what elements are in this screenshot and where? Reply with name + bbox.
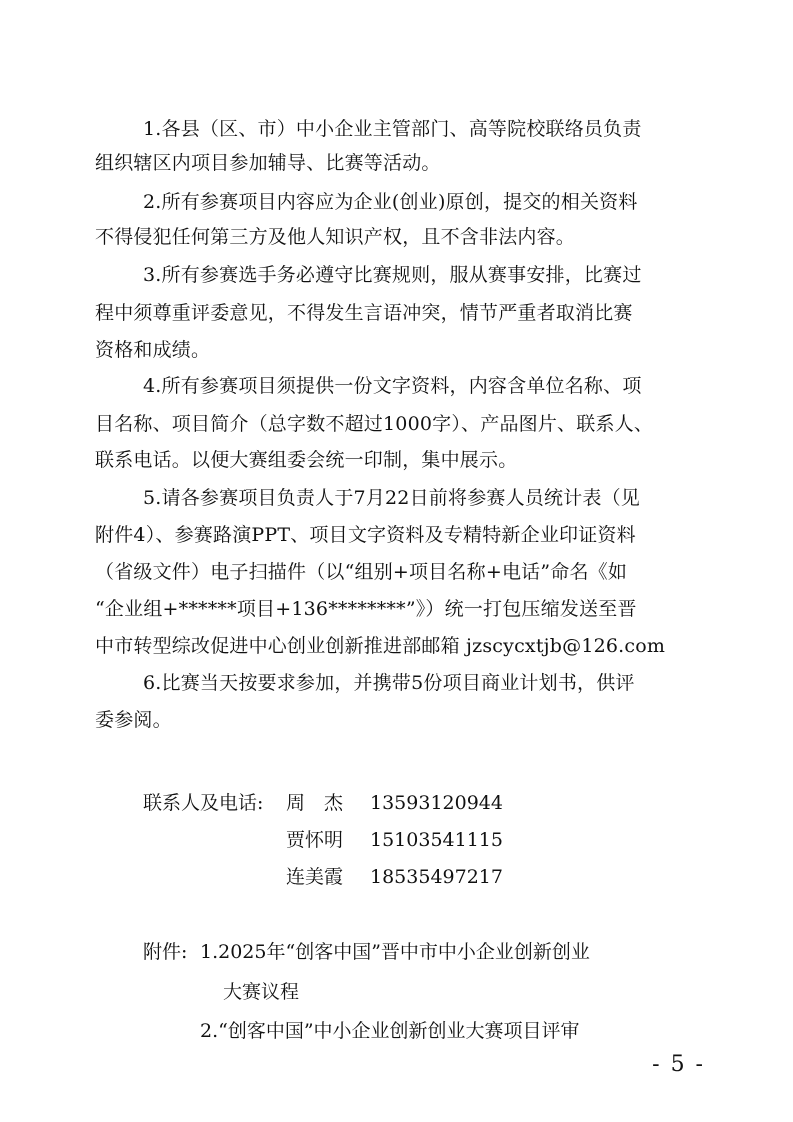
- item-5-line-3: （省级文件）电子扫描件（以“组别+项目名称+电话”命名《如: [95, 561, 628, 583]
- item-1-line-2: 组织辖区内项目参加辅导、比赛等活动。: [95, 152, 441, 174]
- item-5-line-4: “企业组+******项目+136********”》）统一打包压缩发送至晋: [95, 598, 637, 620]
- item-3-line-2: 程中须尊重评委意见，不得发生言语冲突，情节严重者取消比赛: [95, 302, 633, 324]
- attachment-1-line-2: 大赛议程: [223, 981, 300, 1003]
- item-3-line-1: 3.所有参赛选手务必遵守比赛规则，服从赛事安排，比赛过: [143, 264, 642, 286]
- attachment-2-line-1: 2.“创客中国”中小企业创新创业大赛项目评审: [200, 1020, 580, 1042]
- contact-name-2: 贾怀明: [286, 829, 344, 851]
- contact-phone-2: 15103541115: [370, 829, 503, 851]
- attachment-1-line-1: 1.2025年“创客中国”晋中市中小企业创新创业: [200, 941, 590, 963]
- attachments-label: 附件:: [143, 941, 188, 963]
- item-4-line-3: 联系电话。以便大赛组委会统一印制，集中展示。: [95, 449, 518, 471]
- item-5-line-5: 中市转型综改促进中心创业创新推进部邮箱 jzscycxtjb@126.com: [95, 635, 666, 657]
- item-3-line-3: 资格和成绩。: [95, 339, 211, 361]
- page-number: - 5 -: [652, 1052, 705, 1077]
- item-5-line-1: 5.请各参赛项目负责人于7月22日前将参赛人员统计表（见: [143, 487, 640, 509]
- contact-name-1: 周 杰: [286, 792, 344, 814]
- item-5-line-2: 附件4）、参赛路演PPT、项目文字资料及专精特新企业印证资料: [95, 524, 636, 546]
- item-4-line-1: 4.所有参赛项目须提供一份文字资料，内容含单位名称、项: [143, 375, 642, 397]
- contact-phone-3: 18535497217: [370, 866, 503, 888]
- contact-phone-1: 13593120944: [370, 792, 503, 814]
- item-1-line-1: 1.各县（区、市）中小企业主管部门、高等院校联络员负责: [143, 118, 642, 140]
- item-2-line-2: 不得侵犯任何第三方及他人知识产权，且不含非法内容。: [95, 226, 576, 248]
- item-6-line-1: 6.比赛当天按要求参加，并携带5份项目商业计划书，供评: [143, 672, 635, 694]
- item-2-line-1: 2.所有参赛项目内容应为企业(创业)原创，提交的相关资料: [143, 191, 638, 213]
- item-6-line-2: 委参阅。: [95, 709, 172, 731]
- contacts-label: 联系人及电话:: [143, 792, 264, 814]
- item-4-line-2: 目名称、项目简介（总字数不超过1000字）、产品图片、联系人、: [95, 413, 654, 435]
- contact-name-3: 连美霞: [286, 866, 344, 888]
